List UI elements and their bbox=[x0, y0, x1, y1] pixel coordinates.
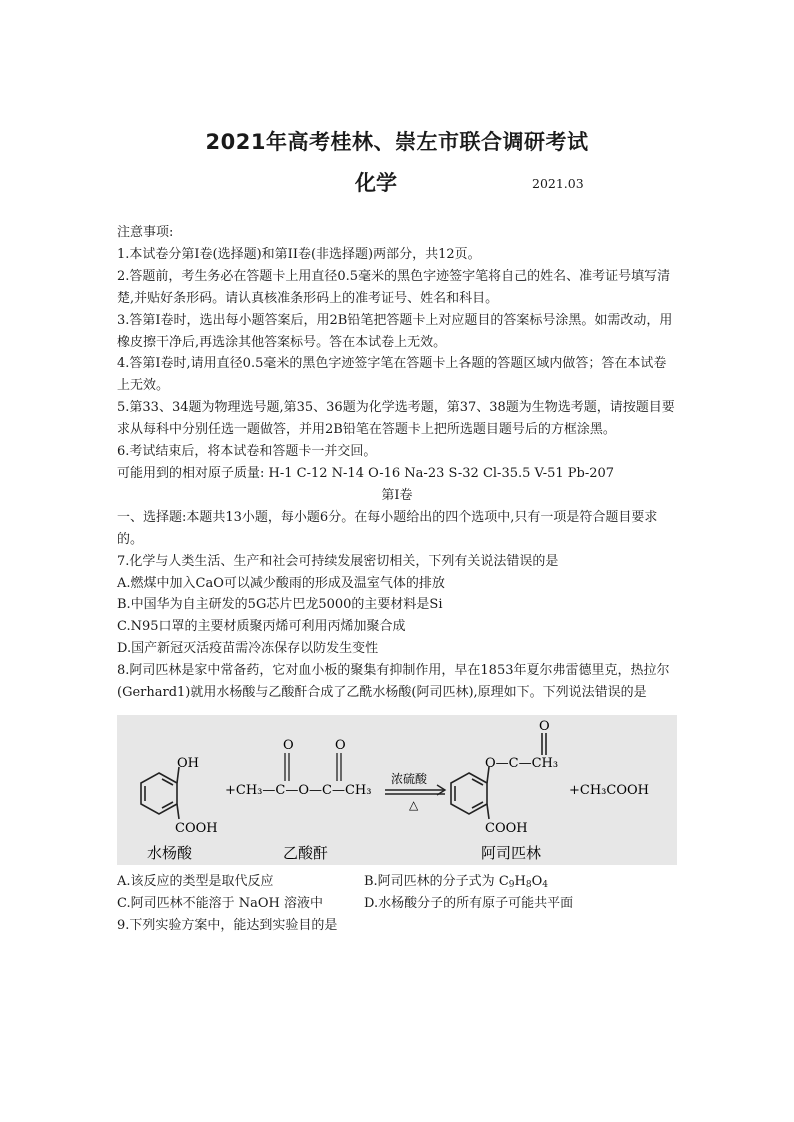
question-7-option-b: B.中国华为自主研发的5G芯片巴龙5000的主要材料是Si bbox=[117, 597, 443, 613]
question-8-option-b: B.阿司匹林的分子式为 $C_9H_8O_4$ bbox=[364, 873, 548, 890]
exam-date: 2021.03 bbox=[532, 176, 584, 191]
aspirin-carboxyl-label: COOH bbox=[485, 820, 528, 836]
notice-item: 4.答第I卷时,请用直径0.5毫米的黑色字迹签字笔在答题卡上各题的答题区域内做答；答在本试卷上无效。 bbox=[117, 356, 667, 394]
reaction-diagram bbox=[117, 715, 677, 865]
reaction-catalyst: 浓硫酸 bbox=[391, 771, 428, 786]
aspirin-structure bbox=[451, 733, 546, 819]
question-7-option-d: D.国产新冠灭活疫苗需冷冻保存以防发生变性 bbox=[117, 641, 379, 657]
notice-item: 3.答第I卷时，选出每小题答案后，用2B铅笔把答题卡上对应题目的答案标号涂黑。如需改动，用橡皮擦干净后,再选涂其他答案标号。答在本试卷上无效。 bbox=[117, 312, 673, 350]
byproduct-formula: +CH₃COOH bbox=[569, 782, 649, 798]
section-heading: 一、选择题:本题共13小题，每小题6分。在每小题给出的四个选项中,只有一项是符合题目要求的。 bbox=[117, 509, 658, 547]
notice-item: 5.第33、34题为物理选号题,第35、36题为化学选考题，第37、38题为生物选考题，请按题目要求从每科中分别任选一题做答，并用2B铅笔在答题卡上把所选题目题号后的方框涂黑。 bbox=[117, 400, 675, 438]
notice-item: 1.本试卷分第I卷(选择题)和第II卷(非选择题)两部分，共12页。 bbox=[117, 246, 481, 262]
salicylic-acid-structure bbox=[141, 767, 179, 819]
atomic-masses: 可能用到的相对原子质量: H-1 C-12 N-14 O-16 Na-23 S-32 Cl-35.5 V-51 Pb-207 bbox=[117, 465, 615, 481]
question-7-option-a: A.燃煤中加入CaO可以减少酸雨的形成及温室气体的排放 bbox=[117, 575, 445, 591]
question-8-options-row-2 bbox=[117, 893, 677, 915]
question-8-option-d: D.水杨酸分子的所有原子可能共平面 bbox=[364, 895, 574, 911]
subject-title: 化学 bbox=[355, 171, 397, 195]
notice-heading: 注意事项: bbox=[117, 225, 174, 240]
hydroxyl-label: OH bbox=[177, 755, 199, 771]
notice-item: 6.考试结束后，将本试卷和答题卡一并交回。 bbox=[117, 444, 377, 460]
question-7-option-c: C.N95口罩的主要材质聚丙烯可利用丙烯加聚合成 bbox=[117, 619, 406, 635]
exam-body bbox=[117, 222, 677, 937]
carbonyl-o-1: O bbox=[283, 737, 294, 753]
anhydride-formula: +CH₃—C—O—C—CH₃ bbox=[225, 782, 372, 798]
label-acetic-anhydride: 乙酸酐 bbox=[283, 843, 329, 862]
carbonyl-o-2: O bbox=[335, 737, 346, 753]
ester-carbonyl-o: O bbox=[539, 718, 550, 734]
notice-item: 2.答题前，考生务必在答题卡上用直径0.5毫米的黑色字迹签字笔将自己的姓名、准考证号填写清楚,并贴好条形码。请认真核准条形码上的准考证号、姓名和科目。 bbox=[117, 268, 671, 306]
question-8-option-c: C.阿司匹林不能溶于 NaOH 溶液中 bbox=[117, 895, 324, 911]
reaction-scheme bbox=[117, 715, 677, 865]
anhydride-double-bonds bbox=[285, 753, 341, 781]
question-8-stem: 8.阿司匹林是家中常备药，它对血小板的聚集有抑制作用，早在1853年夏尔弗雷德里克，热拉尔(Gerhard1)就用水杨酸与乙酸酐合成了乙酰水杨酸(阿司匹林),原理如下。下列说法错误的是 bbox=[117, 663, 670, 701]
reaction-arrow bbox=[385, 785, 445, 795]
label-salicylic-acid: 水杨酸 bbox=[147, 843, 193, 862]
question-7-stem: 7.化学与人类生活、生产和社会可持续发展密切相关，下列有关说法错误的是 bbox=[117, 553, 559, 569]
ester-group-label: O—C—CH₃ bbox=[485, 755, 559, 771]
heat-symbol: △ bbox=[409, 797, 419, 812]
label-aspirin: 阿司匹林 bbox=[481, 843, 542, 862]
question-9-stem: 9.下列实验方案中，能达到实验目的是 bbox=[117, 917, 338, 933]
exam-title: 2021年高考桂林、崇左市联合调研考试 bbox=[205, 130, 589, 154]
volume-heading: 第I卷 bbox=[381, 487, 413, 503]
carboxyl-label: COOH bbox=[175, 820, 218, 836]
question-8-option-a: A.该反应的类型是取代反应 bbox=[117, 873, 274, 889]
question-8-options-row-1 bbox=[117, 871, 677, 893]
